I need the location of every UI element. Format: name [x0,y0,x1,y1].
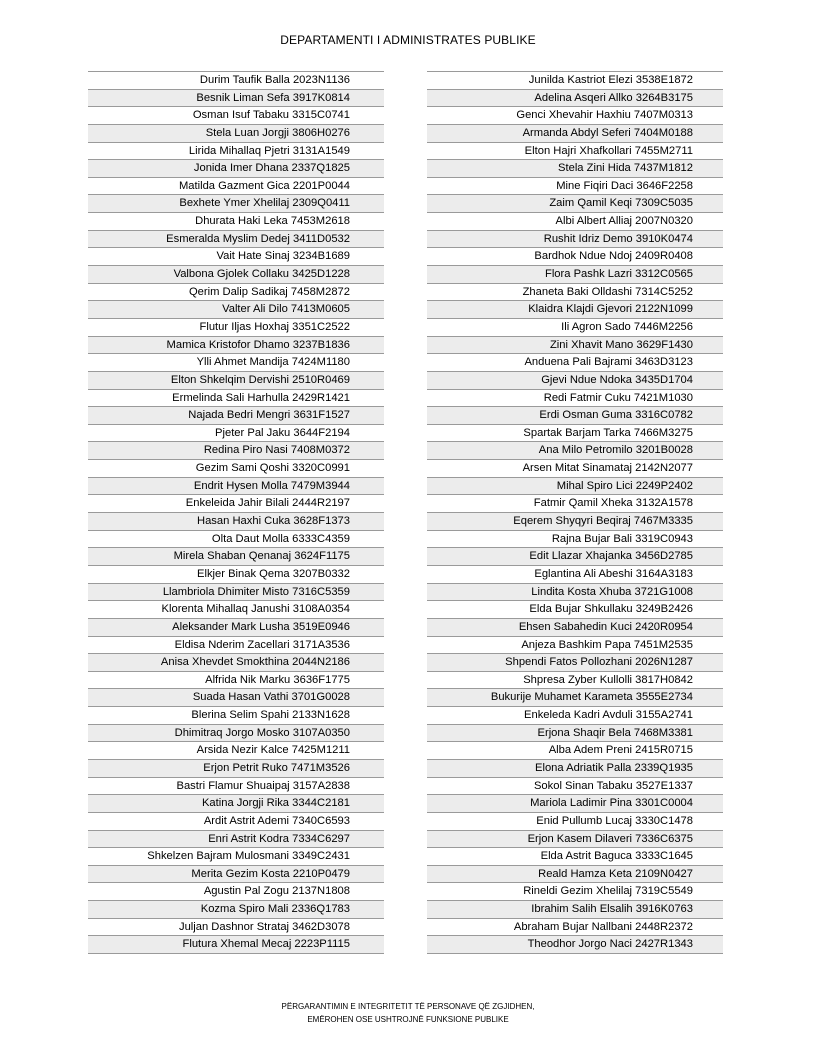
list-item: Zaim Qamil Keqi 7309C5035 [427,195,723,213]
left-name-list [88,71,384,954]
list-item: Matilda Gazment Gica 2201P0044 [88,178,384,196]
list-item: Osman Isuf Tabaku 3315C0741 [88,107,384,125]
list-item: Theodhor Jorgo Naci 2427R1343 [427,936,723,954]
list-item: Enid Pullumb Lucaj 3330C1478 [427,813,723,831]
list-item: Elona Adriatik Palla 2339Q1935 [427,760,723,778]
list-item: Anduena Pali Bajrami 3463D3123 [427,354,723,372]
list-item: Olta Daut Molla 6333C4359 [88,531,384,549]
list-item: Klorenta Mihallaq Janushi 3108A0354 [88,601,384,619]
list-item: Shpresa Zyber Kullolli 3817H0842 [427,672,723,690]
list-item: Erdi Osman Guma 3316C0782 [427,407,723,425]
list-item: Endrit Hysen Molla 7479M3944 [88,478,384,496]
list-item: Blerina Selim Spahi 2133N1628 [88,707,384,725]
list-item: Arsen Mitat Sinamataj 2142N2077 [427,460,723,478]
list-item: Valbona Gjolek Collaku 3425D1228 [88,266,384,284]
list-item: Bexhete Ymer Xhelilaj 2309Q0411 [88,195,384,213]
list-item: Mine Fiqiri Daci 3646F2258 [427,178,723,196]
footer-line-1: PËRGARANTIMIN E INTEGRITETIT TË PERSONAVE QË ZGJIDHEN, [281,1002,535,1011]
list-item: Suada Hasan Vathi 3701G0028 [88,689,384,707]
list-item: Fatmir Qamil Xheka 3132A1578 [427,495,723,513]
list-item: Abraham Bujar Nallbani 2448R2372 [427,919,723,937]
list-item: Eqerem Shyqyri Beqiraj 7467M3335 [427,513,723,531]
list-item: Lirida Mihallaq Pjetri 3131A1549 [88,143,384,161]
list-item: Bukurije Muhamet Karameta 3555E2734 [427,689,723,707]
list-item: Anisa Xhevdet Smokthina 2044N2186 [88,654,384,672]
list-item: Bastri Flamur Shuaipaj 3157A2838 [88,778,384,796]
list-item: Albi Albert Alliaj 2007N0320 [427,213,723,231]
list-item: Esmeralda Myslim Dedej 3411D0532 [88,231,384,249]
list-item: Enkeleda Kadri Avduli 3155A2741 [427,707,723,725]
list-item: Redi Fatmir Cuku 7421M1030 [427,390,723,408]
list-item: Flutur Iljas Hoxhaj 3351C2522 [88,319,384,337]
list-item: Sokol Sinan Tabaku 3527E1337 [427,778,723,796]
list-item: Genci Xhevahir Haxhiu 7407M0313 [427,107,723,125]
list-item: Reald Hamza Keta 2109N0427 [427,866,723,884]
list-item: Zhaneta Baki Olldashi 7314C5252 [427,284,723,302]
list-item: Ibrahim Salih Elsalih 3916K0763 [427,901,723,919]
list-item: Junilda Kastriot Elezi 3538E1872 [427,72,723,90]
list-item: Elkjer Binak Qema 3207B0332 [88,566,384,584]
list-item: Ehsen Sabahedin Kuci 2420R0954 [427,619,723,637]
list-item: Erjon Kasem Dilaveri 7336C6375 [427,831,723,849]
list-item: Stela Luan Jorgji 3806H0276 [88,125,384,143]
list-item: Ili Agron Sado 7446M2256 [427,319,723,337]
right-name-list [427,71,723,954]
list-item: Aleksander Mark Lusha 3519E0946 [88,619,384,637]
list-item: Klaidra Klajdi Gjevori 2122N1099 [427,301,723,319]
list-item: Rushit Idriz Demo 3910K0474 [427,231,723,249]
list-item: Enri Astrit Kodra 7334C6297 [88,831,384,849]
list-item: Eglantina Ali Abeshi 3164A3183 [427,566,723,584]
list-item: Erjon Petrit Ruko 7471M3526 [88,760,384,778]
list-item: Valter Ali Dilo 7413M0605 [88,301,384,319]
list-item: Vait Hate Sinaj 3234B1689 [88,248,384,266]
list-item: Mihal Spiro Lici 2249P2402 [427,478,723,496]
list-item: Ardit Astrit Ademi 7340C6593 [88,813,384,831]
list-item: Durim Taufik Balla 2023N1136 [88,72,384,90]
list-item: Rineldi Gezim Xhelilaj 7319C5549 [427,883,723,901]
list-item: Agustin Pal Zogu 2137N1808 [88,883,384,901]
list-item: Dhimitraq Jorgo Mosko 3107A0350 [88,725,384,743]
list-item: Besnik Liman Sefa 3917K0814 [88,90,384,108]
list-item: Ermelinda Sali Harhulla 2429R1421 [88,390,384,408]
list-item: Elton Shkelqim Dervishi 2510R0469 [88,372,384,390]
list-item: Elda Bujar Shkullaku 3249B2426 [427,601,723,619]
list-item: Zini Xhavit Mano 3629F1430 [427,337,723,355]
list-item: Rajna Bujar Bali 3319C0943 [427,531,723,549]
list-item: Mamica Kristofor Dhamo 3237B1836 [88,337,384,355]
list-item: Arsida Nezir Kalce 7425M1211 [88,742,384,760]
list-item: Ana Milo Petromilo 3201B0028 [427,442,723,460]
list-item: Llambriola Dhimiter Misto 7316C5359 [88,584,384,602]
list-item: Flora Pashk Lazri 3312C0565 [427,266,723,284]
list-item: Erjona Shaqir Bela 7468M3381 [427,725,723,743]
list-item: Elton Hajri Xhafkollari 7455M2711 [427,143,723,161]
list-item: Enkeleida Jahir Bilali 2444R2197 [88,495,384,513]
list-item: Eldisa Nderim Zacellari 3171A3536 [88,637,384,655]
list-item: Spartak Barjam Tarka 7466M3275 [427,425,723,443]
list-item: Hasan Haxhi Cuka 3628F1373 [88,513,384,531]
list-item: Ylli Ahmet Mandija 7424M1180 [88,354,384,372]
list-item: Adelina Asqeri Allko 3264B3175 [427,90,723,108]
footer-line-2: EMËROHEN OSE USHTROJNË FUNKSIONE PUBLIKE [307,1015,509,1024]
list-item: Juljan Dashnor Strataj 3462D3078 [88,919,384,937]
list-item: Merita Gezim Kosta 2210P0479 [88,866,384,884]
list-item: Katina Jorgji Rika 3344C2181 [88,795,384,813]
list-item: Redina Piro Nasi 7408M0372 [88,442,384,460]
list-item: Alba Adem Preni 2415R0715 [427,742,723,760]
list-item: Gjevi Ndue Ndoka 3435D1704 [427,372,723,390]
list-item: Stela Zini Hida 7437M1812 [427,160,723,178]
list-item: Edit Llazar Xhajanka 3456D2785 [427,548,723,566]
list-item: Jonida Imer Dhana 2337Q1825 [88,160,384,178]
list-item: Qerim Dalip Sadikaj 7458M2872 [88,284,384,302]
list-item: Shpendi Fatos Pollozhani 2026N1287 [427,654,723,672]
list-item: Bardhok Ndue Ndoj 2409R0408 [427,248,723,266]
list-item: Elda Astrit Baguca 3333C1645 [427,848,723,866]
list-item: Gezim Sami Qoshi 3320C0991 [88,460,384,478]
list-item: Kozma Spiro Mali 2336Q1783 [88,901,384,919]
page-footer [0,1000,816,1026]
list-item: Alfrida Nik Marku 3636F1775 [88,672,384,690]
list-item: Mirela Shaban Qenanaj 3624F1175 [88,548,384,566]
list-item: Lindita Kosta Xhuba 3721G1008 [427,584,723,602]
list-item: Pjeter Pal Jaku 3644F2194 [88,425,384,443]
list-item: Flutura Xhemal Mecaj 2223P1115 [88,936,384,954]
list-item: Najada Bedri Mengri 3631F1527 [88,407,384,425]
list-item: Mariola Ladimir Pina 3301C0004 [427,795,723,813]
page-title: DEPARTAMENTI I ADMINISTRATES PUBLIKE [280,33,536,47]
list-item: Shkelzen Bajram Mulosmani 3349C2431 [88,848,384,866]
list-item: Dhurata Haki Leka 7453M2618 [88,213,384,231]
list-item: Armanda Abdyl Seferi 7404M0188 [427,125,723,143]
list-item: Anjeza Bashkim Papa 7451M2535 [427,637,723,655]
